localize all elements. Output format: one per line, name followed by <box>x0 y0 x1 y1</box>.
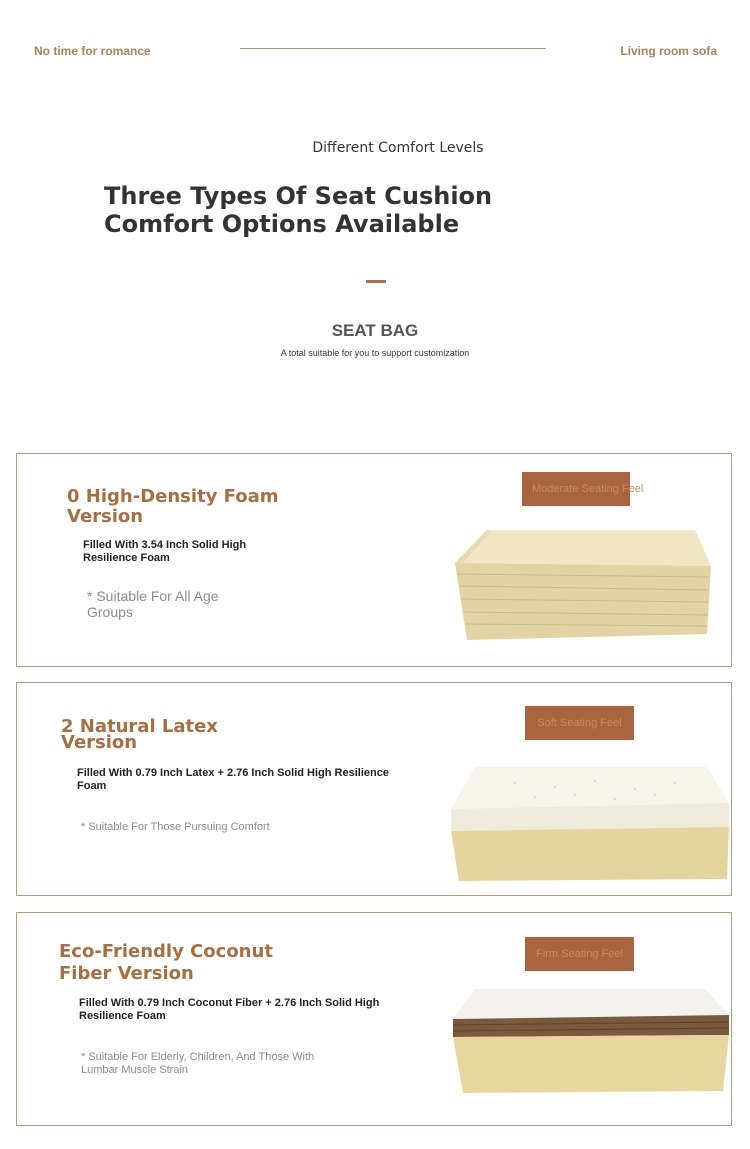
latex-cushion-image <box>445 761 735 886</box>
coconut-cushion-image <box>447 985 732 1100</box>
cushion-card-foam <box>16 453 732 667</box>
page-headline: Three Types Of Seat Cushion Comfort Options Available <box>104 182 493 238</box>
cushion-card-coconut <box>16 912 732 1126</box>
foam-cushion-image <box>435 522 720 647</box>
comfort-subtitle: Different Comfort Levels <box>312 140 484 156</box>
comfort-badge: Firm Seating Feel <box>525 937 634 971</box>
comfort-badge: Soft Seating Feel <box>525 706 634 740</box>
card-description: Filled With 3.54 Inch Solid High Resilience Foam <box>83 539 247 564</box>
section-subtitle: A total suitable for you to support customization <box>280 348 470 358</box>
card-description: Filled With 0.79 Inch Coconut Fiber + 2.76 Inch Solid High Resilience Foam <box>79 997 380 1022</box>
accent-dash <box>366 280 386 283</box>
header-right-text: Living room sofa <box>620 44 717 58</box>
card-description: Filled With 0.79 Inch Latex + 2.76 Inch Solid High Resilience Foam <box>77 767 389 792</box>
card-note: * Suitable For Elderly, Children, And Those With Lumbar Muscle Strain <box>81 1051 315 1076</box>
comfort-badge: Moderate Seating Feel <box>522 472 630 506</box>
card-title: 2 Natural Latex Version <box>61 716 218 753</box>
card-title: Eco-Friendly Coconut Fiber Version <box>59 941 273 984</box>
section-title: SEAT BAG <box>331 321 419 340</box>
header-left-text: No time for romance <box>34 44 151 58</box>
card-title: 0 High-Density Foam Version <box>67 486 279 527</box>
card-note: * Suitable For Those Pursuing Comfort <box>81 821 270 833</box>
header-divider <box>240 48 546 49</box>
cushion-card-latex <box>16 682 732 896</box>
card-note: * Suitable For All Age Groups <box>87 588 219 620</box>
